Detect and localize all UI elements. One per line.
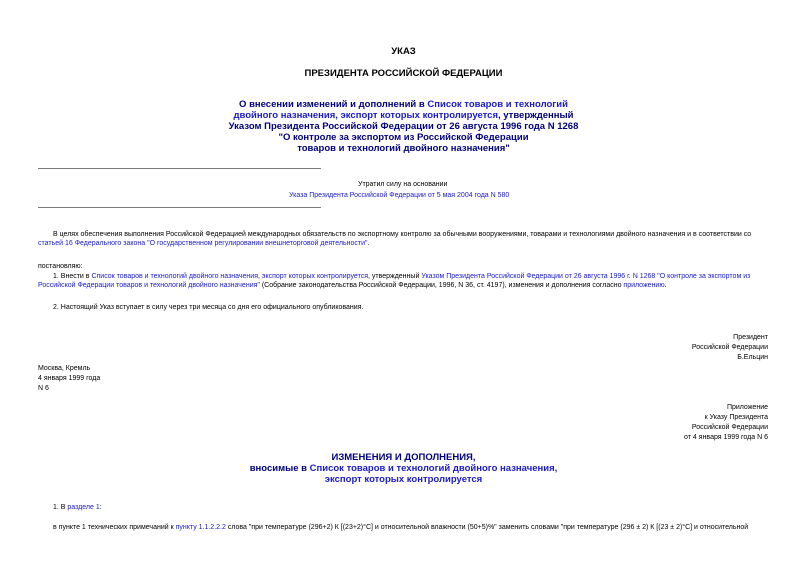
- heading-text: , утвержденный: [498, 110, 574, 121]
- basis-decree-link[interactable]: Указа Президента Российской Федерации от 5 мая 2004 года N 580: [289, 192, 510, 199]
- heading-line-3: Указом Президента Российской Федерации от 26 августа 1996 года N 1268: [228, 121, 579, 132]
- signature-title: Президент: [733, 334, 768, 341]
- changes-line-3: [0, 474, 807, 485]
- item-1-text: .: [664, 282, 667, 289]
- section-1-text: 1. В: [53, 504, 68, 511]
- goods-list-link-item[interactable]: Список товаров и технологий двойного назначения, экспорт которых контролируется: [91, 273, 368, 280]
- note-text: слова "при температуре (296+2) К [(23+2)°C] и относительной влажности (50+5)%" заменить словами "при температуре (296 ± 2) К [(23 ± 2)°C] и относительной: [225, 524, 749, 531]
- law-article-link[interactable]: статьей 16 Федерального закона "О государственном регулировании внешнеторговой деятельности": [38, 240, 368, 247]
- clause-link[interactable]: пункту 1.1.2.2.2: [175, 524, 226, 531]
- goods-list-link[interactable]: Список товаров и технологий: [427, 99, 568, 110]
- changes-title: ИЗМЕНЕНИЯ И ДОПОЛНЕНИЯ,: [331, 452, 476, 463]
- intro-paragraph: [38, 230, 768, 248]
- decree-1268-link[interactable]: Указом Президента Российской Федерации от 26 августа 1996 г. N 1268 "О контроле за экспортом из Российской Федерации товаров и технологий двойного назначения": [38, 273, 751, 289]
- section-1-end: :: [99, 504, 102, 511]
- item-1-text: (Собрание законодательства Российской Федерации, 1996, N 36, ст. 4197), изменения и дополнения согласно: [259, 282, 624, 289]
- heading-text: О внесении изменений и дополнений в: [239, 99, 428, 110]
- heading-line-4: "О контроле за экспортом из Российской Федерации: [278, 132, 529, 143]
- lost-force-label: Утратил силу на основании: [358, 181, 448, 188]
- section-1-link[interactable]: разделе 1: [67, 504, 100, 511]
- signature-org: Российской Федерации: [691, 344, 768, 351]
- doc-type-title: УКАЗ: [391, 46, 416, 57]
- heading-line-5: товаров и технологий двойного назначения": [297, 143, 510, 154]
- decree-word: постановляю:: [38, 263, 83, 270]
- section-1-line: [53, 503, 102, 512]
- goods-list-link-cont[interactable]: двойного назначения, экспорт которых контролируется: [233, 110, 498, 121]
- appendix-ref-2: Российской Федерации: [691, 424, 768, 431]
- separator-top: [38, 168, 321, 169]
- goods-list-link-changes[interactable]: Список товаров и технологий двойного назначения,: [309, 463, 558, 474]
- issuer-title: ПРЕЗИДЕНТА РОССИЙСКОЙ ФЕДЕРАЦИИ: [304, 68, 503, 79]
- technical-note-line: [53, 523, 767, 532]
- item-1-text: , утвержденный: [368, 273, 422, 280]
- goods-list-link-changes-cont[interactable]: экспорт которых контролируется: [324, 474, 483, 485]
- intro-text: В целях обеспечения выполнения Российской Федерацией международных обязательств по экспортному контролю за обычными вооружениями, товарами и технологиями двойного назначения и в соответствии со: [53, 231, 752, 238]
- heading-line-2: [0, 110, 807, 121]
- changes-text: вносимые в: [249, 463, 310, 474]
- note-text: в пункте 1 технических примечаний к: [53, 524, 176, 531]
- appendix-ref-1: к Указу Президента: [704, 414, 768, 421]
- decree-number: N 6: [38, 385, 49, 392]
- place-date: 4 января 1999 года: [38, 375, 101, 382]
- place-city: Москва, Кремль: [38, 365, 91, 372]
- changes-line-2: [0, 463, 807, 474]
- item-2-paragraph: 2. Настоящий Указ вступает в силу через три месяца со дня его официального опубликования.: [53, 304, 364, 311]
- item-1-text: 1. Внести в: [53, 273, 92, 280]
- appendix-label: Приложение: [726, 404, 768, 411]
- signature-name: Б.Ельцин: [737, 354, 768, 361]
- intro-end: .: [367, 240, 370, 247]
- appendix-link[interactable]: приложению: [623, 282, 665, 289]
- heading-line-1: [0, 99, 807, 110]
- item-1-paragraph: [38, 272, 768, 290]
- separator-bottom: [38, 207, 321, 208]
- appendix-ref-3: от 4 января 1999 года N 6: [684, 434, 768, 441]
